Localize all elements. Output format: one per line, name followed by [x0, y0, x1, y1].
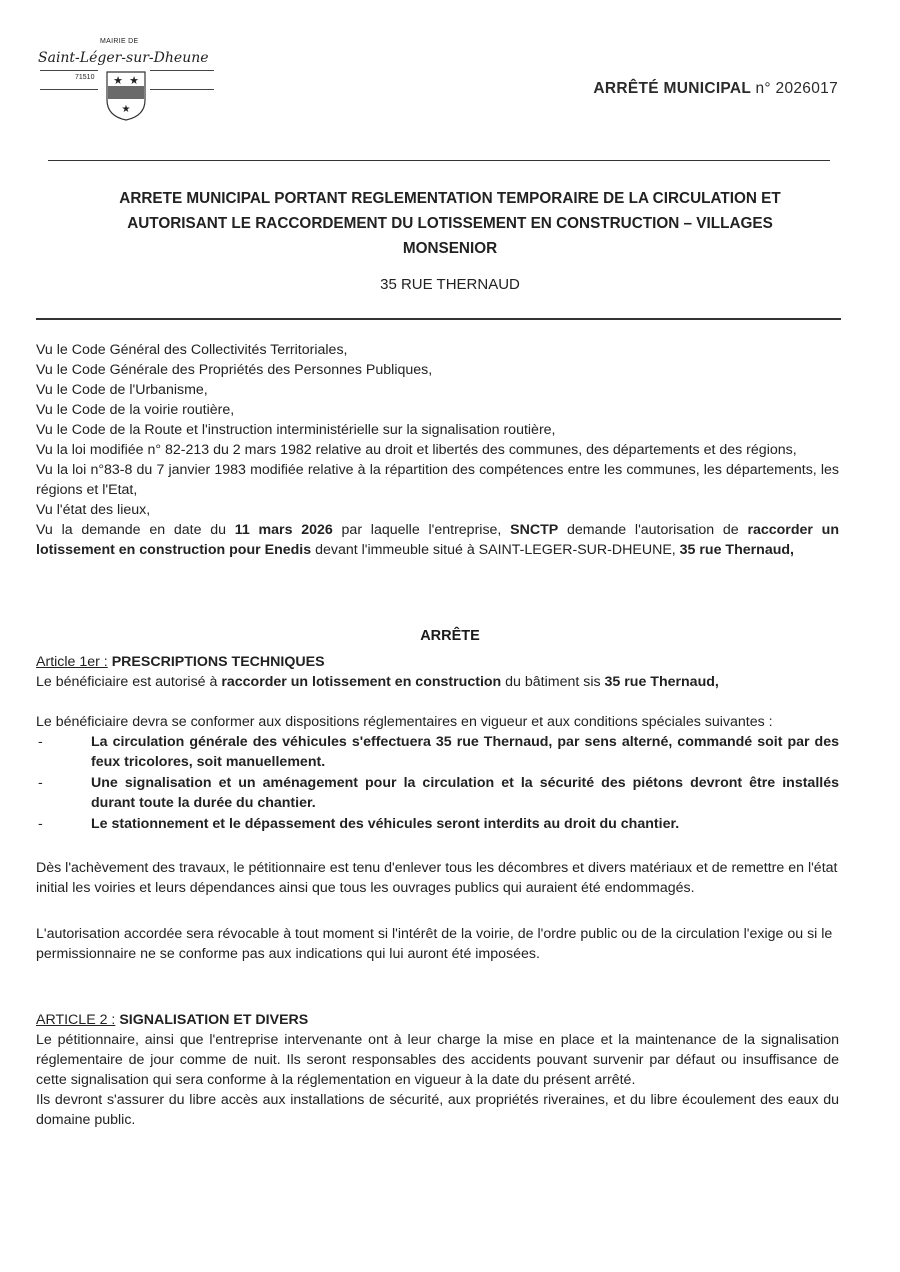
- considerant-item: Vu la loi n°83-8 du 7 janvier 1983 modifiée relative à la répartition des compétences entre les communes, les départements, les régions et l'Etat,: [36, 462, 839, 498]
- demande-entreprise: SNCTP: [510, 522, 559, 538]
- condition-text: Le stationnement et le dépassement des véhicules seront interdits au droit du chantier.: [91, 816, 680, 832]
- article1-label: Article 1er :: [36, 654, 108, 670]
- considerant-item: Vu le Code de la voirie routière,: [36, 402, 235, 418]
- conditions-list: [36, 732, 839, 835]
- demande-text: Vu la demande en date du: [36, 522, 235, 538]
- bullet-dash: -: [38, 734, 43, 750]
- arrete-label: ARRÊTÉ MUNICIPAL: [593, 80, 751, 97]
- demande-text: devant l'immeuble situé à SAINT-LEGER-SUR-DHEUNE,: [311, 542, 680, 558]
- demande-text: demande l'autorisation de: [558, 522, 748, 538]
- arrete-number-heading: [593, 80, 838, 98]
- svg-text:★: ★: [113, 74, 123, 87]
- article1-paragraph-4: L'autorisation accordée sera révocable à tout moment si l'intérêt de la voirie, de l'ordre public ou de la circulation l'exige ou si le permissionnaire ne se conforme pas aux indications qui lui auront été imposées.: [36, 926, 833, 962]
- logo-commune-name: Saint-Léger-sur-Dheune: [38, 50, 209, 66]
- bullet-dash: -: [38, 775, 43, 791]
- bullet-dash: -: [38, 816, 43, 832]
- svg-text:★: ★: [129, 74, 139, 87]
- demande-text: par laquelle l'entreprise,: [332, 522, 511, 538]
- considerant-item: Vu le Code de l'Urbanisme,: [36, 382, 208, 398]
- article2-paragraph-2: Ils devront s'assurer du libre accès aux installations de sécurité, aux propriétés riveraines, et du libre écoulement des eaux du domaine public.: [36, 1092, 839, 1128]
- considerant-item: Vu le Code de la Route et l'instruction interministérielle sur la signalisation routière,: [36, 422, 556, 438]
- article1-text: du bâtiment sis: [501, 674, 605, 690]
- logo-divider-right-top: [150, 70, 214, 71]
- demande-lieu: 35 rue Thernaud,: [679, 542, 794, 558]
- condition-text: La circulation générale des véhicules s'effectuera 35 rue Thernaud, par sens alterné, commandé soit par des feux tricolores, soit manuellement.: [91, 734, 839, 770]
- title-line-3: MONSENIOR: [402, 240, 498, 257]
- considerant-demande: [36, 520, 839, 560]
- arrete-number: 2026017: [775, 80, 838, 97]
- logo-postal-code: 71510: [75, 74, 95, 81]
- considerant-item: Vu le Code Général des Collectivités Territoriales,: [36, 342, 348, 358]
- considerant-item: Vu la loi modifiée n° 82-213 du 2 mars 1982 relative au droit et libertés des communes, des départements et des régions,: [36, 442, 797, 458]
- title-line-2: AUTORISANT LE RACCORDEMENT DU LOTISSEMENT EN CONSTRUCTION – VILLAGES: [127, 215, 773, 232]
- document-title: [60, 186, 840, 261]
- article1-paragraph-1: [36, 672, 839, 692]
- article2-title: SIGNALISATION ET DIVERS: [119, 1012, 309, 1028]
- condition-item: [36, 773, 839, 813]
- article1-title: PRESCRIPTIONS TECHNIQUES: [111, 654, 325, 670]
- article1-heading: [36, 652, 839, 692]
- article1-text: Le bénéficiaire est autorisé à: [36, 674, 222, 690]
- arrete-number-prefix: n°: [755, 80, 771, 97]
- logo-divider-left-bottom: [40, 89, 98, 90]
- svg-text:★: ★: [121, 104, 131, 115]
- document-address: 35 RUE THERNAUD: [380, 276, 520, 293]
- considerants-list: [36, 340, 839, 560]
- demande-objet: raccorder un lotissement en construction pour Enedis: [36, 522, 839, 558]
- article2-label: ARTICLE 2 :: [36, 1012, 116, 1028]
- article1-paragraph-2: Le bénéficiaire devra se conformer aux dispositions réglementaires en vigueur et aux conditions spéciales suivantes :: [36, 714, 773, 730]
- considerant-item: Vu le Code Générale des Propriétés des Personnes Publiques,: [36, 362, 433, 378]
- article2-paragraph-1: Le pétitionnaire, ainsi que l'entreprise intervenante ont à leur charge la mise en place et la maintenance de la signalisation réglementaire de jour comme de nuit. Ils seront responsables des accidents pouvant survenir par défaut ou insuffisance de cette signalisation qui sera conforme à la réglementation en vigueur à la date du présent arrêté.: [36, 1032, 839, 1088]
- article1-bold: raccorder un lotissement en construction: [221, 674, 502, 690]
- article2-block: [36, 1010, 839, 1130]
- logo-divider-left-top: [40, 70, 98, 71]
- logo-mairie-de: MAIRIE DE: [100, 38, 139, 45]
- title-rule: [36, 318, 841, 320]
- condition-item: [36, 732, 839, 772]
- arrete-heading: ARRÊTE: [420, 628, 480, 644]
- title-line-1: ARRETE MUNICIPAL PORTANT REGLEMENTATION TEMPORAIRE DE LA CIRCULATION ET: [119, 190, 781, 207]
- coat-of-arms-icon: [105, 70, 147, 122]
- demande-date: 11 mars 2026: [234, 522, 333, 538]
- logo-divider-right-bottom: [150, 89, 214, 90]
- considerant-item: Vu l'état des lieux,: [36, 502, 151, 518]
- header-rule: [48, 160, 830, 161]
- article1-bold: 35 rue Thernaud,: [604, 674, 719, 690]
- condition-text: Une signalisation et un aménagement pour la circulation et la sécurité des piétons devront être installés durant toute la durée du chantier.: [91, 775, 839, 811]
- article1-paragraph-3: Dès l'achèvement des travaux, le pétitionnaire est tenu d'enlever tous les décombres et divers matériaux et de remettre en l'état initial les voiries et leurs dépendances ainsi que tous les ouvrages publics qui auraient été endommagés.: [36, 860, 838, 896]
- condition-item: [36, 814, 839, 834]
